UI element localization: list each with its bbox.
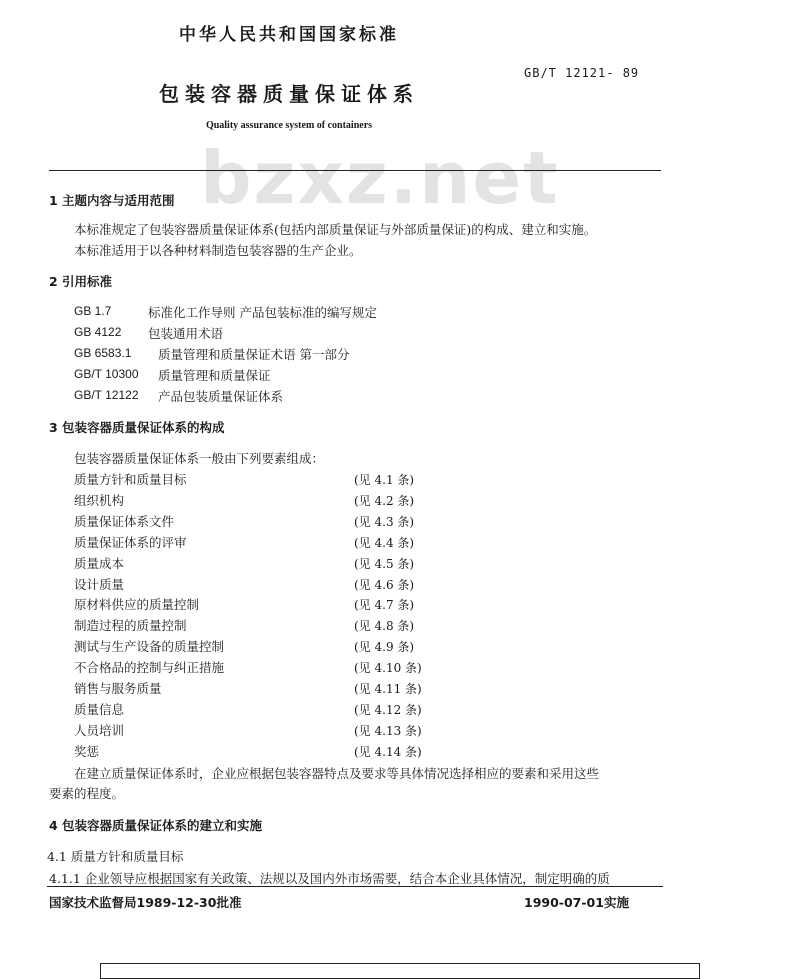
element-clause-reference: (见 4.4 条) (354, 535, 415, 550)
element-label: 销售与服务质量 (74, 681, 162, 696)
reference-code: GB 6583.1 (74, 346, 132, 360)
section-1-heading: 1 主题内容与适用范围 (49, 193, 175, 208)
element-clause-reference: (见 4.7 条) (354, 598, 415, 613)
element-label: 质量方针和质量目标 (74, 472, 187, 487)
next-page-frame (100, 963, 700, 979)
element-clause-reference: (见 4.10 条) (354, 661, 422, 676)
element-label: 质量保证体系文件 (74, 513, 175, 529)
element-clause-reference: (见 4.2 条) (354, 493, 415, 508)
reference-code: GB/T 12122 (74, 388, 139, 402)
element-clause-reference: (见 4.12 条) (354, 702, 422, 717)
section-1-paragraph-1: 本标准规定了包装容器质量保证体系(包括内部质量保证与外部质量保证)的构成、建立和实施。 (74, 222, 597, 237)
element-clause-reference: (见 4.13 条) (354, 723, 422, 738)
reference-title: 产品包装质量保证体系 (158, 389, 284, 404)
watermark: bzxz.net (200, 136, 560, 220)
element-label: 奖惩 (74, 743, 100, 759)
section-4-heading: 4 包装容器质量保证体系的建立和实施 (49, 818, 263, 833)
reference-code: GB 1.7 (74, 304, 112, 318)
element-clause-reference: (见 4.9 条) (354, 640, 415, 655)
section-3-note-line-2: 要素的程度。 (49, 786, 125, 801)
standard-code: GB/T 12121- 89 (524, 66, 640, 80)
element-label: 原材料供应的质量控制 (74, 597, 200, 613)
element-label: 质量保证体系的评审 (74, 534, 187, 550)
reference-title: 质量管理和质量保证术语 第一部分 (158, 347, 350, 362)
header-divider (49, 170, 661, 171)
element-clause-reference: (见 4.6 条) (354, 577, 415, 592)
element-label: 制造过程的质量控制 (74, 618, 187, 634)
element-clause-reference: (见 4.1 条) (354, 473, 415, 487)
effective-date: 1990-07-01实施 (524, 895, 629, 910)
reference-title: 包装通用术语 (148, 326, 224, 341)
document-title-english: Quality assurance system of containers (205, 120, 373, 131)
document-title: 包装容器质量保证体系 (159, 82, 419, 106)
reference-title: 标准化工作导则 产品包装标准的编写规定 (148, 305, 377, 320)
element-label: 质量成本 (74, 555, 125, 571)
clause-4-1-1-text: 4.1.1 企业领导应根据国家有关政策、法规以及国内外市场需要，结合本企业具体情况，制定明确的质 (49, 871, 610, 886)
element-label: 测试与生产设备的质量控制 (74, 639, 225, 655)
reference-code: GB/T 10300 (74, 367, 139, 381)
element-clause-reference: (见 4.5 条) (354, 556, 415, 571)
section-3-note-line-1: 在建立质量保证体系时，企业应根据包装容器特点及要求等具体情况选择相应的要素和采用这些 (74, 766, 600, 781)
element-clause-reference: (见 4.8 条) (354, 619, 415, 634)
section-3-heading: 3 包装容器质量保证体系的构成 (49, 420, 225, 435)
element-label: 质量信息 (74, 701, 125, 717)
reference-code: GB 4122 (74, 325, 122, 339)
issuing-authority-heading: 中华人民共和国国家标准 (179, 25, 399, 45)
element-label: 不合格品的控制与纠正措施 (74, 660, 225, 676)
approval-date: 国家技术监督局1989-12-30批准 (49, 895, 242, 910)
section-3-intro: 包装容器质量保证体系一般由下列要素组成： (74, 451, 325, 466)
footer-divider (47, 886, 663, 887)
section-2-heading: 2 引用标准 (49, 274, 113, 289)
element-label: 人员培训 (74, 722, 125, 738)
element-clause-reference: (见 4.3 条) (354, 514, 415, 529)
reference-title: 质量管理和质量保证 (158, 368, 271, 383)
element-clause-reference: (见 4.14 条) (354, 744, 422, 759)
subsection-4-1-heading: 4.1 质量方针和质量目标 (47, 849, 184, 864)
section-1-paragraph-2: 本标准适用于以各种材料制造包装容器的生产企业。 (74, 243, 362, 258)
element-label: 组织机构 (74, 492, 125, 508)
element-clause-reference: (见 4.11 条) (354, 682, 422, 696)
element-label: 设计质量 (74, 576, 125, 592)
